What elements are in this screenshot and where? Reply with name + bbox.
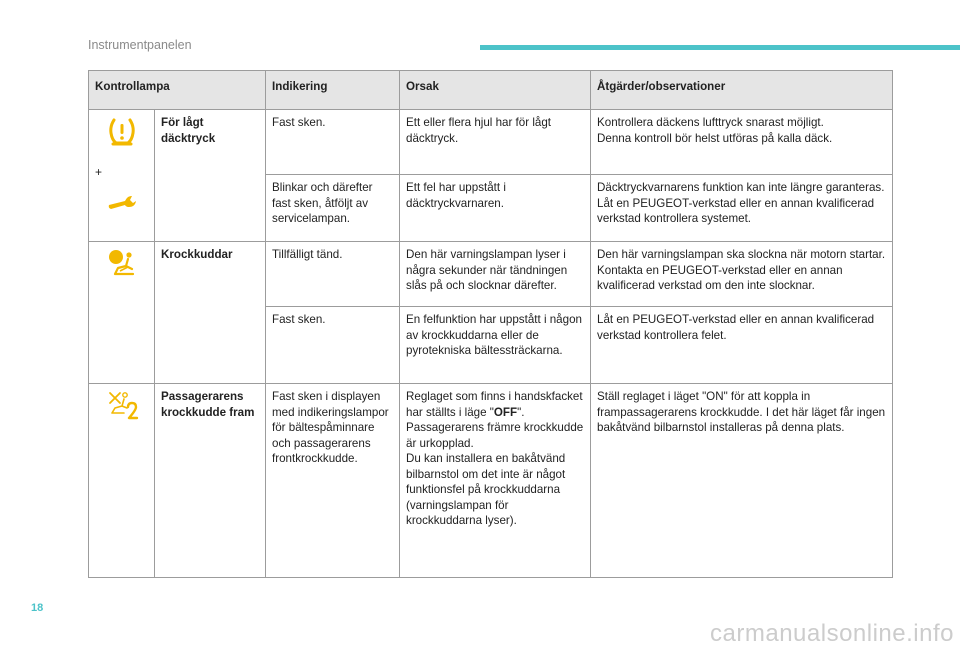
header-title: Instrumentpanelen <box>88 38 192 52</box>
orsak-cell <box>400 384 591 578</box>
atgarder-cell: Ställ reglaget i läget "ON" för att koppla in frampassagerarens krockkudde. I det här läget får ingen bakåtvänd bilbarnstol installeras på denna plats. <box>591 384 893 578</box>
lamp-icon-cell <box>89 110 155 242</box>
indikering-cell: Fast sken. <box>266 110 400 175</box>
passenger-airbag-off-icon <box>105 391 139 421</box>
atgarder-cell: Den här varningslampan ska slockna när motorn startar. Kontakta en PEUGEOT-verkstad eller en annan kvalificerad verkstad om den inte slocknar. <box>591 242 893 307</box>
indikering-cell: Blinkar och därefter fast sken, åtföljt av servicelampan. <box>266 175 400 242</box>
airbag-warning-icon <box>106 249 138 279</box>
lamp-name: Passagerarens krockkudde fram <box>155 384 266 578</box>
lamp-name: Krockkuddar <box>155 242 266 384</box>
lamp-icon-cell <box>89 384 155 578</box>
page-number: 18 <box>31 602 44 614</box>
table-row <box>89 384 893 578</box>
indikering-cell: Tillfälligt tänd. <box>266 242 400 307</box>
orsak-text: Reglaget som finns i handskfacket har ställts i läge " <box>406 390 583 419</box>
column-header-atgarder: Åtgärder/observationer <box>591 71 893 110</box>
watermark: carmanualsonline.info <box>710 620 954 647</box>
table-row <box>89 110 893 175</box>
table-header-row <box>89 71 893 110</box>
wrench-service-icon <box>107 195 137 211</box>
column-header-indikering: Indikering <box>266 71 400 110</box>
tire-pressure-warning-icon <box>107 117 137 147</box>
plus-sign: + <box>95 165 103 179</box>
atgarder-cell: Låt en PEUGEOT-verkstad eller en annan kvalificerad verkstad kontrollera felet. <box>591 307 893 384</box>
orsak-cell: Den här varningslampan lyser i några sekunder när tändningen slås på och slocknar därefter. <box>400 242 591 307</box>
orsak-cell: En felfunktion har uppstått i någon av krockkuddarna eller de pyrotekniska bältessträckarna. <box>400 307 591 384</box>
lamp-icon-cell <box>89 242 155 384</box>
column-header-orsak: Orsak <box>400 71 591 110</box>
atgarder-cell: Däcktryckvarnarens funktion kan inte längre garanteras. Låt en PEUGEOT-verkstad eller en annan kvalificerad verkstad kontrollera systemet. <box>591 175 893 242</box>
warning-lamp-table <box>88 70 893 578</box>
orsak-cell: Ett fel har uppstått i däcktryckvarnaren. <box>400 175 591 242</box>
header-accent-bar <box>480 45 960 50</box>
orsak-off-label: OFF <box>493 405 518 419</box>
indikering-cell: Fast sken. <box>266 307 400 384</box>
atgarder-cell: Kontrollera däckens lufttryck snarast möjligt. Denna kontroll bör helst utföras på kalla däck. <box>591 110 893 175</box>
table-row <box>89 242 893 307</box>
orsak-text: ". Passagerarens främre krockkudde är urkopplad. Du kan installera en bakåtvänd bilbarnstol om det inte är något funktionsfel på krockkuddarna (varningslampan för krockkuddarna lyser). <box>406 405 584 527</box>
orsak-cell: Ett eller flera hjul har för lågt däcktryck. <box>400 110 591 175</box>
column-header-kontrollampa: Kontrollampa <box>89 71 266 110</box>
lamp-name: För lågt däcktryck <box>155 110 266 242</box>
indikering-cell: Fast sken i displayen med indikeringslampor för bältespåminnare och passagerarens frontkrockkudde. <box>266 384 400 578</box>
